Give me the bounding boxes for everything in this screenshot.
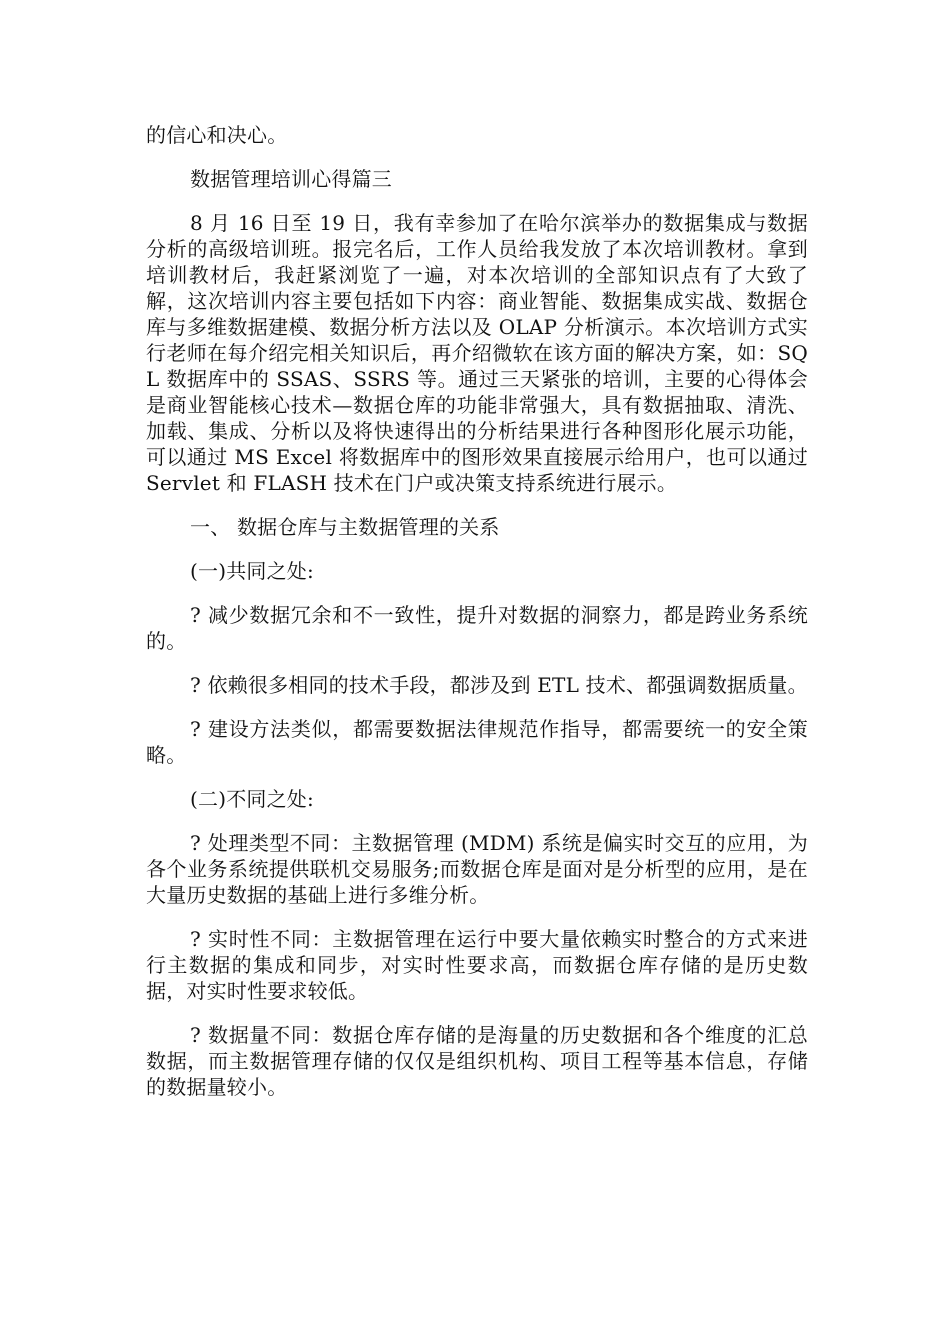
intro-paragraph: 8 月 16 日至 19 日，我有幸参加了在哈尔滨举办的数据集成与数据分析的高级培训班。报完名后，工作人员给我发放了本次培训教材。拿到培训教材后，我赶紧浏览了一遍，对本次培训的全部知识点有了大致了解，这次培训内容主要包括如下内容：商业智能、数据集成实战、数据仓库与多维数据建模、数据分析方法以及 OLAP 分析演示。本次培训方式实行老师在每介绍完相关知识后，再介绍微软在该方面的解决方案，如：SQL 数据库中的 SSAS、SSRS 等。通过三天紧张的培训，主要的心得体会是商业智能核心技术—数据仓库的功能非常强大，具有数据抽取、清洗、加载、集成、分析以及将快速得出的分析结果进行各种图形化展示功能，可以通过 MS Excel 将数据库中的图形效果直接展示给用户，也可以通过 Servlet 和 FLASH 技术在门户或决策支持系统进行展示。	[146, 211, 808, 495]
common-point-2: ? 依赖很多相同的技术手段，都涉及到 ETL 技术、都强调数据质量。	[190, 673, 808, 697]
section-title: 数据管理培训心得篇三	[190, 167, 392, 191]
difference-point-1: ? 处理类型不同：主数据管理 (MDM) 系统是偏实时交互的应用，为各个业务系统提供联机交易服务;而数据仓库是面对是分析型的应用，是在大量历史数据的基础上进行多维分析。	[146, 831, 808, 907]
heading-relationship: 一、 数据仓库与主数据管理的关系	[190, 515, 500, 539]
difference-point-2: ? 实时性不同：主数据管理在运行中要大量依赖实时整合的方式来进行主数据的集成和同步，对实时性要求高，而数据仓库存储的是历史数据，对实时性要求较低。	[146, 927, 808, 1003]
difference-point-3: ? 数据量不同：数据仓库存储的是海量的历史数据和各个维度的汇总数据，而主数据管理存储的仅仅是组织机构、项目工程等基本信息，存储的数据量较小。	[146, 1023, 808, 1099]
common-point-1: ? 减少数据冗余和不一致性，提升对数据的洞察力，都是跨业务系统的。	[146, 603, 808, 653]
continuation-text: 的信心和决心。	[146, 123, 288, 147]
subheading-common: (一)共同之处:	[190, 559, 314, 583]
common-point-3: ? 建设方法类似，都需要数据法律规范作指导，都需要统一的安全策略。	[146, 717, 808, 767]
subheading-differences: (二)不同之处:	[190, 787, 314, 811]
document-body	[146, 112, 808, 1118]
